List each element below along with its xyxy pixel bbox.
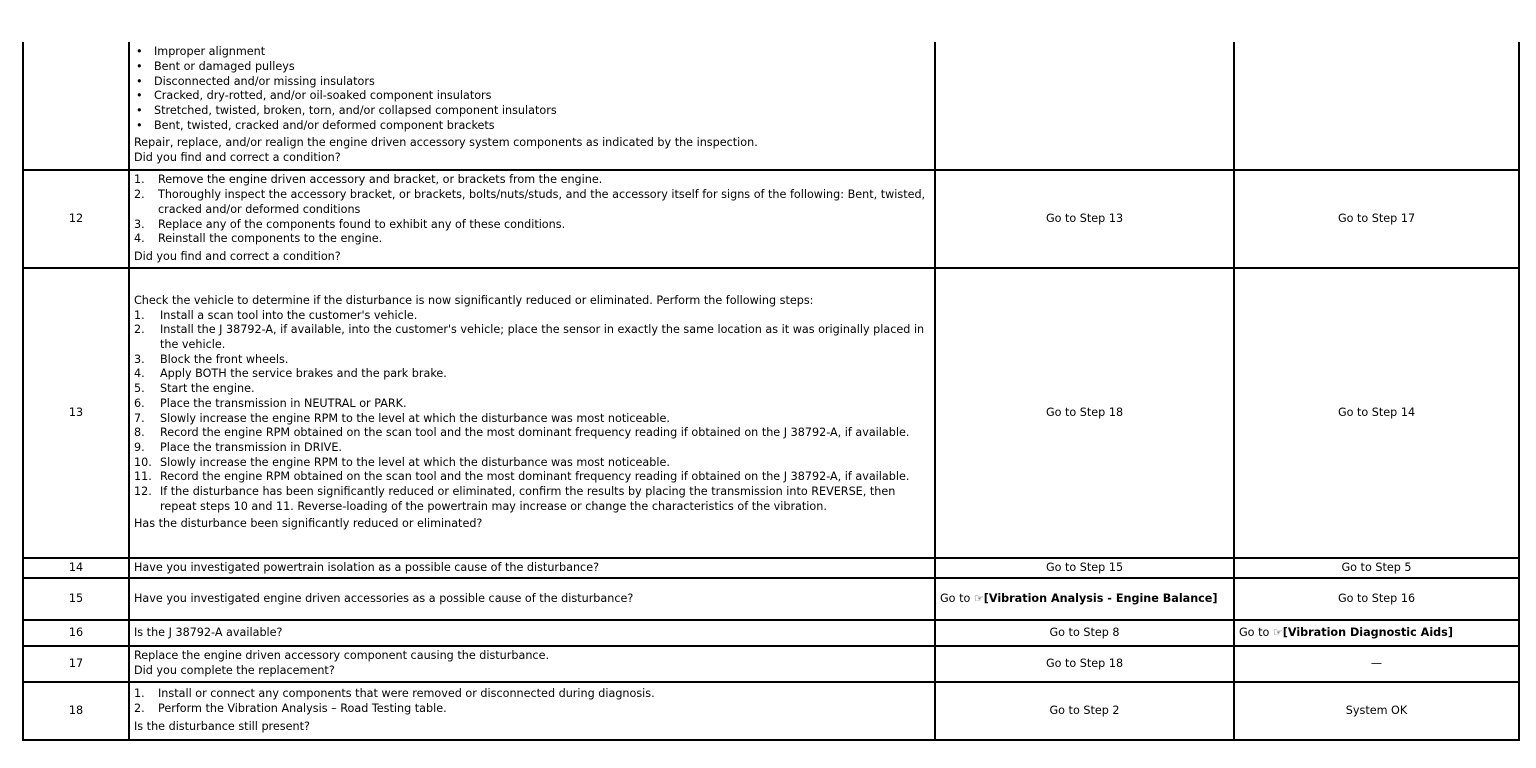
- item-number: 12.: [134, 485, 152, 499]
- table-row: [23, 682, 1519, 740]
- table-row: [23, 646, 1519, 682]
- item-number: 1.: [134, 687, 145, 701]
- list-item: • Improper alignment: [134, 45, 930, 60]
- step-number: [23, 42, 129, 170]
- list-item: [134, 702, 930, 717]
- no-cell: Go to Step 17: [1234, 170, 1519, 268]
- no-cell: [1234, 620, 1519, 646]
- item-number: 3.: [134, 217, 145, 231]
- item-text: Thoroughly inspect the accessory bracket, or brackets, bolts/nuts/studs, and the accessory itself for signs of the following: Bent, twisted, cracked and/or deformed conditions: [158, 188, 926, 216]
- item-text: Remove the engine driven accessory and bracket, or brackets from the engine.: [158, 173, 603, 187]
- list-item: [134, 353, 930, 368]
- intro-text: Check the vehicle to determine if the disturbance is now significantly reduced or eliminated. Perform the following steps:: [134, 293, 814, 307]
- list-item: [134, 232, 930, 247]
- item-number: 11.: [134, 470, 152, 484]
- list-item: [134, 367, 930, 382]
- numbered-list: [134, 309, 930, 515]
- table-row: [23, 578, 1519, 620]
- list-item: [134, 687, 930, 702]
- item-number: 2.: [134, 323, 145, 337]
- vibration-analysis-engine-balance-link[interactable]: [Vibration Analysis - Engine Balance]: [983, 591, 1218, 605]
- action-cell: Have you investigated engine driven accessories as a possible cause of the disturbance?: [129, 578, 935, 620]
- list-item: [134, 397, 930, 412]
- item-text: Start the engine.: [160, 382, 255, 396]
- item-text: Slowly increase the engine RPM to the level at which the disturbance was most noticeable.: [160, 411, 670, 425]
- list-item: • Disconnected and/or missing insulators: [134, 75, 930, 90]
- step-number: 18: [23, 682, 129, 740]
- no-cell: [1234, 42, 1519, 170]
- question-text: Has the disturbance been significantly reduced or eliminated?: [134, 517, 483, 531]
- item-number: 3.: [134, 352, 145, 366]
- list-item: • Stretched, twisted, broken, torn, and/or collapsed component insulators: [134, 104, 930, 119]
- no-cell: Go to Step 5: [1234, 558, 1519, 578]
- question-text: Is the disturbance still present?: [134, 719, 310, 733]
- list-item: • Bent, twisted, cracked and/or deformed component brackets: [134, 119, 930, 134]
- question-text: Did you complete the replacement?: [134, 664, 335, 677]
- item-number: 8.: [134, 426, 145, 440]
- step-number: 13: [23, 268, 129, 558]
- list-item: [134, 426, 930, 441]
- item-number: 6.: [134, 396, 145, 410]
- no-cell: Go to Step 14: [1234, 268, 1519, 558]
- list-item: [134, 173, 930, 188]
- list-item: [134, 470, 930, 485]
- item-number: 1.: [134, 308, 145, 322]
- question-text: Did you find and correct a condition?: [134, 151, 341, 165]
- item-text: Reinstall the components to the engine.: [158, 232, 383, 246]
- item-text: Record the engine RPM obtained on the scan tool and the most dominant frequency reading if obtained on the J 38792-A, if available.: [160, 470, 910, 484]
- item-number: 10.: [134, 455, 152, 469]
- yes-cell: Go to Step 18: [935, 268, 1234, 558]
- item-text: Record the engine RPM obtained on the scan tool and the most dominant frequency reading if obtained on the J 38792-A, if available.: [160, 426, 910, 440]
- yes-cell: Go to Step 2: [935, 682, 1234, 740]
- hand-pointer-icon: ☞: [973, 591, 984, 605]
- go-to-prefix: Go to: [1239, 625, 1270, 639]
- item-number: 4.: [134, 232, 145, 246]
- action-cell: [129, 42, 935, 170]
- numbered-list: [134, 173, 930, 247]
- step-number: 14: [23, 558, 129, 578]
- go-to-prefix: Go to: [940, 591, 971, 605]
- action-cell: Have you investigated powertrain isolation as a possible cause of the disturbance?: [129, 558, 935, 578]
- item-text: Install the J 38792-A, if available, into the customer's vehicle; place the sensor in exactly the same location as it was originally placed in the vehicle.: [160, 323, 925, 351]
- no-cell: Go to Step 16: [1234, 578, 1519, 620]
- table-row: [23, 620, 1519, 646]
- bullet-list: [134, 45, 930, 133]
- item-text: Slowly increase the engine RPM to the level at which the disturbance was most noticeable.: [160, 455, 670, 469]
- list-item: [134, 323, 930, 352]
- item-text: If the disturbance has been significantly reduced or eliminated, confirm the results by placing the transmission into REVERSE, then repeat steps 10 and 11. Reverse-loading of the powertrain may increase or change the characteristics of the vibration.: [160, 485, 896, 513]
- step-number: 15: [23, 578, 129, 620]
- item-number: 9.: [134, 440, 145, 454]
- yes-cell: Go to Step 15: [935, 558, 1234, 578]
- item-number: 2.: [134, 188, 145, 202]
- list-item: [134, 218, 930, 233]
- list-item: [134, 441, 930, 456]
- item-text: Place the transmission in DRIVE.: [160, 440, 342, 454]
- yes-cell: Go to Step 13: [935, 170, 1234, 268]
- item-text: Block the front wheels.: [160, 352, 289, 366]
- item-number: 7.: [134, 411, 145, 425]
- item-number: 2.: [134, 702, 145, 716]
- table-row: [23, 268, 1519, 558]
- item-text: Replace any of the components found to exhibit any of these conditions.: [158, 217, 566, 231]
- diagnostic-table: [22, 42, 1520, 741]
- numbered-list: [134, 687, 930, 716]
- action-cell: Is the J 38792-A available?: [129, 620, 935, 646]
- yes-cell: [935, 578, 1234, 620]
- list-item: [134, 485, 930, 514]
- list-item: • Bent or damaged pulleys: [134, 60, 930, 75]
- item-text: Place the transmission in NEUTRAL or PARK.: [160, 396, 407, 410]
- table-row: [23, 558, 1519, 578]
- action-text: Replace the engine driven accessory component causing the disturbance.: [134, 649, 550, 663]
- list-item: [134, 412, 930, 427]
- no-cell: System OK: [1234, 682, 1519, 740]
- yes-cell: [935, 42, 1234, 170]
- item-text: Apply BOTH the service brakes and the park brake.: [160, 367, 447, 381]
- item-number: 5.: [134, 382, 145, 396]
- table-row: [23, 170, 1519, 268]
- item-number: 4.: [134, 367, 145, 381]
- step-number: 16: [23, 620, 129, 646]
- action-cell: [129, 646, 935, 682]
- action-cell: [129, 170, 935, 268]
- action-cell: [129, 682, 935, 740]
- question-text: Did you find and correct a condition?: [134, 249, 341, 263]
- item-text: Perform the Vibration Analysis – Road Testing table.: [158, 702, 447, 716]
- list-item: [134, 309, 930, 324]
- step-number: 17: [23, 646, 129, 682]
- yes-cell: Go to Step 8: [935, 620, 1234, 646]
- item-number: 1.: [134, 173, 145, 187]
- vibration-diagnostic-aids-link[interactable]: [Vibration Diagnostic Aids]: [1282, 625, 1453, 639]
- action-text: Repair, replace, and/or realign the engine driven accessory system components as indicated by the inspection.: [134, 136, 758, 150]
- list-item: [134, 456, 930, 471]
- step-number: 12: [23, 170, 129, 268]
- list-item: [134, 382, 930, 397]
- list-item: [134, 188, 930, 217]
- action-cell: [129, 268, 935, 558]
- item-text: Install a scan tool into the customer's vehicle.: [160, 308, 418, 322]
- yes-cell: Go to Step 18: [935, 646, 1234, 682]
- table-row: [23, 42, 1519, 170]
- hand-pointer-icon: ☞: [1272, 625, 1283, 639]
- no-cell: —: [1234, 646, 1519, 682]
- item-text: Install or connect any components that were removed or disconnected during diagnosis.: [158, 687, 655, 701]
- list-item: • Cracked, dry-rotted, and/or oil-soaked component insulators: [134, 89, 930, 104]
